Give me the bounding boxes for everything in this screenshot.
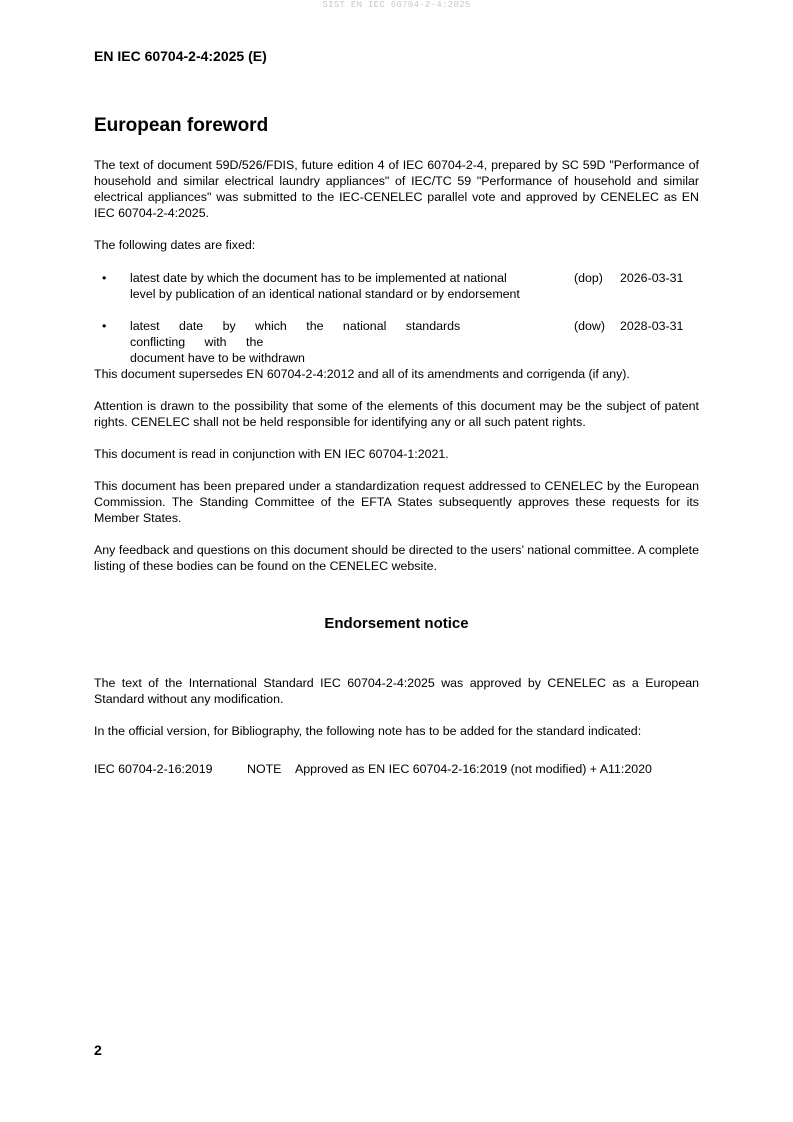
- bullet-icon: •: [102, 319, 107, 333]
- list-item-line1: latest date by which the document has to be implemented at national: [130, 271, 507, 285]
- paragraph-standardization: This document has been prepared under a standardization request addressed to CENELEC by the European Commission. The Standing Committee of the EFTA States subsequently approves these requests for its Member States.: [94, 479, 699, 525]
- bullet-icon: •: [102, 271, 107, 285]
- paragraph-bibliography: In the official version, for Bibliography, the following note has to be added for the standard indicated:: [94, 724, 642, 738]
- foreword-intro-block: [94, 157, 699, 221]
- page-title: European foreword: [94, 115, 269, 136]
- patents-block: [94, 398, 699, 430]
- date-code: (dop): [574, 271, 603, 285]
- note-text: Approved as EN IEC 60704-2-16:2019 (not modified) + A11:2020: [295, 762, 652, 776]
- bibliography-note: [94, 762, 652, 776]
- date-code: (dow): [574, 319, 605, 333]
- bibliography-block: [94, 723, 699, 739]
- paragraph-patents: Attention is drawn to the possibility that some of the elements of this document may be the subject of patent rights. CENELEC shall not be held responsible for identifying any or all such patent rights.: [94, 399, 699, 429]
- list-item-line2: document have to be withdrawn: [130, 351, 305, 365]
- list-item-text: [130, 318, 530, 366]
- paragraph-intro: The text of document 59D/526/FDIS, future edition 4 of IEC 60704-2-4, prepared by SC 59D "Performance of household and similar electrical laundry appliances" of IEC/TC 59 "Performance of household and similar electrical appliances" was submitted to the IEC-CENELEC parallel vote and approved by CENELEC as EN IEC 60704-2-4:2025.: [94, 158, 699, 220]
- list-item-text: [130, 270, 530, 302]
- feedback-block: [94, 542, 699, 574]
- endorsement-text-block: [94, 675, 699, 707]
- date-value: 2028-03-31: [620, 319, 684, 333]
- supersedes-block: [94, 366, 699, 382]
- document-id: EN IEC 60704-2-4:2025 (E): [94, 48, 267, 64]
- list-item-line2: level by publication of an identical national standard or by endorsement: [130, 287, 520, 301]
- page-number: 2: [94, 1042, 102, 1058]
- date-value: 2026-03-31: [620, 271, 684, 285]
- conjunction-block: [94, 446, 699, 462]
- note-reference: IEC 60704-2-16:2019: [94, 762, 213, 776]
- paragraph-endorsement: The text of the International Standard IEC 60704-2-4:2025 was approved by CENELEC as a European Standard without any modification.: [94, 676, 699, 706]
- dates-fixed-block: [94, 237, 699, 253]
- paragraph-supersedes: This document supersedes EN 60704-2-4:2012 and all of its amendments and corrigenda (if any).: [94, 367, 630, 381]
- watermark: SIST EN IEC 60704-2-4:2025: [322, 0, 471, 10]
- standardization-block: [94, 478, 699, 526]
- paragraph-dates-fixed: The following dates are fixed:: [94, 238, 256, 252]
- paragraph-feedback: Any feedback and questions on this document should be directed to the users’ national committee. A complete listing of these bodies can be found on the CENELEC website.: [94, 543, 699, 573]
- endorsement-heading: Endorsement notice: [324, 615, 469, 632]
- list-item-line1: latest date by which the national standards conflicting with the: [130, 319, 461, 349]
- paragraph-conjunction: This document is read in conjunction with EN IEC 60704-1:2021.: [94, 447, 449, 461]
- note-label: NOTE: [247, 762, 282, 776]
